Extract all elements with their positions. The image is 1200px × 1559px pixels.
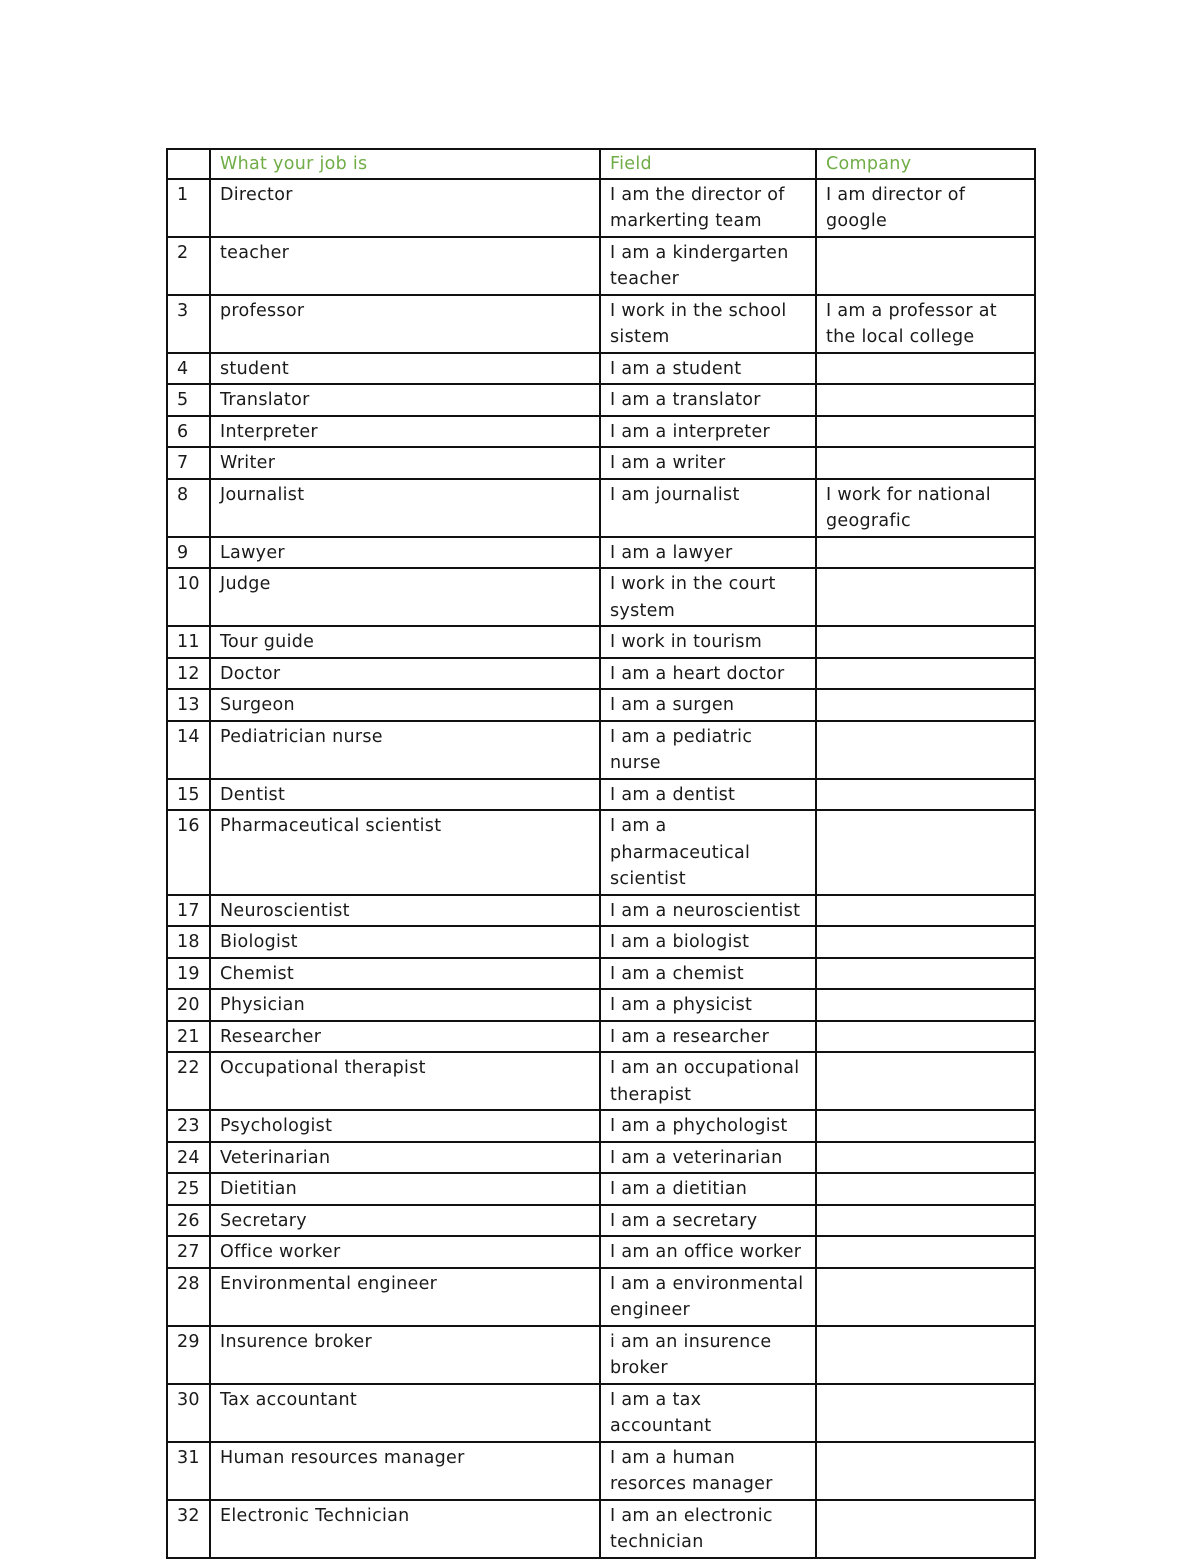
field-cell: I am a biologist [600, 926, 816, 958]
job-cell: Interpreter [210, 416, 600, 448]
field-cell: I am a writer [600, 447, 816, 479]
table-row [167, 626, 1035, 658]
table-row [167, 895, 1035, 927]
company-cell [816, 1326, 1035, 1384]
company-cell [816, 1442, 1035, 1500]
company-cell [816, 1268, 1035, 1326]
table-row [167, 1500, 1035, 1558]
row-number: 21 [167, 1021, 210, 1053]
company-cell [816, 384, 1035, 416]
company-cell [816, 658, 1035, 690]
field-cell: I am a neuroscientist [600, 895, 816, 927]
header-company: Company [816, 149, 1035, 179]
job-cell: student [210, 353, 600, 385]
company-cell [816, 416, 1035, 448]
table-header-row [167, 149, 1035, 179]
table-row [167, 989, 1035, 1021]
table-row [167, 721, 1035, 779]
job-cell: Office worker [210, 1236, 600, 1268]
job-cell: Chemist [210, 958, 600, 990]
table-row [167, 1142, 1035, 1174]
field-cell: I am a phychologist [600, 1110, 816, 1142]
row-number: 32 [167, 1500, 210, 1558]
table-row [167, 1326, 1035, 1384]
field-cell: I work in the court system [600, 568, 816, 626]
header-job: What your job is [210, 149, 600, 179]
row-number: 19 [167, 958, 210, 990]
field-cell: I am journalist [600, 479, 816, 537]
table-row [167, 689, 1035, 721]
company-cell [816, 353, 1035, 385]
field-cell: I am the director of markerting team [600, 179, 816, 237]
table-row [167, 779, 1035, 811]
table-row [167, 384, 1035, 416]
row-number: 13 [167, 689, 210, 721]
field-cell: I am a interpreter [600, 416, 816, 448]
row-number: 26 [167, 1205, 210, 1237]
row-number: 8 [167, 479, 210, 537]
row-number: 28 [167, 1268, 210, 1326]
field-cell: I am a student [600, 353, 816, 385]
field-cell: I am a physicist [600, 989, 816, 1021]
table-row [167, 179, 1035, 237]
row-number: 5 [167, 384, 210, 416]
company-cell [816, 779, 1035, 811]
job-cell: Pharmaceutical scientist [210, 810, 600, 895]
company-cell [816, 447, 1035, 479]
table-row [167, 568, 1035, 626]
job-cell: Tax accountant [210, 1384, 600, 1442]
field-cell: I am a kindergarten teacher [600, 237, 816, 295]
job-cell: Researcher [210, 1021, 600, 1053]
company-cell [816, 689, 1035, 721]
table-row [167, 1268, 1035, 1326]
table-row [167, 926, 1035, 958]
company-cell [816, 1110, 1035, 1142]
table-row [167, 958, 1035, 990]
header-number [167, 149, 210, 179]
table-row [167, 1205, 1035, 1237]
row-number: 17 [167, 895, 210, 927]
row-number: 30 [167, 1384, 210, 1442]
company-cell: I work for national geografic [816, 479, 1035, 537]
row-number: 4 [167, 353, 210, 385]
row-number: 27 [167, 1236, 210, 1268]
job-cell: teacher [210, 237, 600, 295]
job-cell: Doctor [210, 658, 600, 690]
job-cell: Tour guide [210, 626, 600, 658]
company-cell [816, 568, 1035, 626]
field-cell: I am a dentist [600, 779, 816, 811]
row-number: 20 [167, 989, 210, 1021]
row-number: 29 [167, 1326, 210, 1384]
job-cell: Physician [210, 989, 600, 1021]
table-row [167, 237, 1035, 295]
field-cell: I am a pharmaceutical scientist [600, 810, 816, 895]
field-cell: I am a human resorces manager [600, 1442, 816, 1500]
field-cell: I am a researcher [600, 1021, 816, 1053]
field-cell: I am a veterinarian [600, 1142, 816, 1174]
company-cell [816, 958, 1035, 990]
field-cell: I am a tax accountant [600, 1384, 816, 1442]
row-number: 2 [167, 237, 210, 295]
field-cell: I am a environmental engineer [600, 1268, 816, 1326]
company-cell [816, 1021, 1035, 1053]
row-number: 7 [167, 447, 210, 479]
table-row [167, 810, 1035, 895]
field-cell: i am an insurence broker [600, 1326, 816, 1384]
row-number: 3 [167, 295, 210, 353]
company-cell [816, 626, 1035, 658]
job-cell: Judge [210, 568, 600, 626]
company-cell [816, 810, 1035, 895]
row-number: 18 [167, 926, 210, 958]
company-cell [816, 237, 1035, 295]
field-cell: I am an office worker [600, 1236, 816, 1268]
job-cell: Lawyer [210, 537, 600, 569]
row-number: 11 [167, 626, 210, 658]
job-cell: Journalist [210, 479, 600, 537]
job-cell: Dietitian [210, 1173, 600, 1205]
header-field: Field [600, 149, 816, 179]
table-row [167, 1052, 1035, 1110]
table-row [167, 1173, 1035, 1205]
company-cell [816, 926, 1035, 958]
field-cell: I am an occupational therapist [600, 1052, 816, 1110]
job-cell: Surgeon [210, 689, 600, 721]
row-number: 12 [167, 658, 210, 690]
job-cell: Veterinarian [210, 1142, 600, 1174]
field-cell: I work in tourism [600, 626, 816, 658]
field-cell: I am a lawyer [600, 537, 816, 569]
table-row [167, 353, 1035, 385]
company-cell: I am director of google [816, 179, 1035, 237]
job-cell: professor [210, 295, 600, 353]
company-cell [816, 1142, 1035, 1174]
table-row [167, 447, 1035, 479]
job-cell: Psychologist [210, 1110, 600, 1142]
row-number: 16 [167, 810, 210, 895]
job-cell: Electronic Technician [210, 1500, 600, 1558]
row-number: 22 [167, 1052, 210, 1110]
field-cell: I am a secretary [600, 1205, 816, 1237]
table-row [167, 1021, 1035, 1053]
row-number: 6 [167, 416, 210, 448]
job-cell: Neuroscientist [210, 895, 600, 927]
field-cell: I work in the school sistem [600, 295, 816, 353]
table-row [167, 537, 1035, 569]
row-number: 15 [167, 779, 210, 811]
job-cell: Pediatrician nurse [210, 721, 600, 779]
company-cell [816, 1052, 1035, 1110]
job-cell: Director [210, 179, 600, 237]
job-cell: Human resources manager [210, 1442, 600, 1500]
company-cell [816, 1236, 1035, 1268]
jobs-table [166, 148, 1036, 1559]
field-cell: I am a translator [600, 384, 816, 416]
company-cell [816, 1205, 1035, 1237]
table-row [167, 1236, 1035, 1268]
job-cell: Insurence broker [210, 1326, 600, 1384]
job-cell: Environmental engineer [210, 1268, 600, 1326]
table-row [167, 1384, 1035, 1442]
job-cell: Occupational therapist [210, 1052, 600, 1110]
job-cell: Biologist [210, 926, 600, 958]
job-cell: Translator [210, 384, 600, 416]
row-number: 9 [167, 537, 210, 569]
company-cell [816, 989, 1035, 1021]
field-cell: I am a pediatric nurse [600, 721, 816, 779]
table-row [167, 1110, 1035, 1142]
row-number: 14 [167, 721, 210, 779]
company-cell [816, 1173, 1035, 1205]
company-cell [816, 895, 1035, 927]
field-cell: I am a surgen [600, 689, 816, 721]
field-cell: I am an electronic technician [600, 1500, 816, 1558]
table-body [167, 179, 1035, 1558]
row-number: 24 [167, 1142, 210, 1174]
row-number: 1 [167, 179, 210, 237]
job-cell: Writer [210, 447, 600, 479]
company-cell [816, 537, 1035, 569]
table-row [167, 658, 1035, 690]
company-cell: I am a professor at the local college [816, 295, 1035, 353]
table-row [167, 1442, 1035, 1500]
row-number: 25 [167, 1173, 210, 1205]
field-cell: I am a chemist [600, 958, 816, 990]
company-cell [816, 1500, 1035, 1558]
job-cell: Secretary [210, 1205, 600, 1237]
company-cell [816, 721, 1035, 779]
table-row [167, 479, 1035, 537]
field-cell: I am a dietitian [600, 1173, 816, 1205]
table-row [167, 295, 1035, 353]
row-number: 23 [167, 1110, 210, 1142]
row-number: 10 [167, 568, 210, 626]
field-cell: I am a heart doctor [600, 658, 816, 690]
row-number: 31 [167, 1442, 210, 1500]
company-cell [816, 1384, 1035, 1442]
job-cell: Dentist [210, 779, 600, 811]
table-row [167, 416, 1035, 448]
